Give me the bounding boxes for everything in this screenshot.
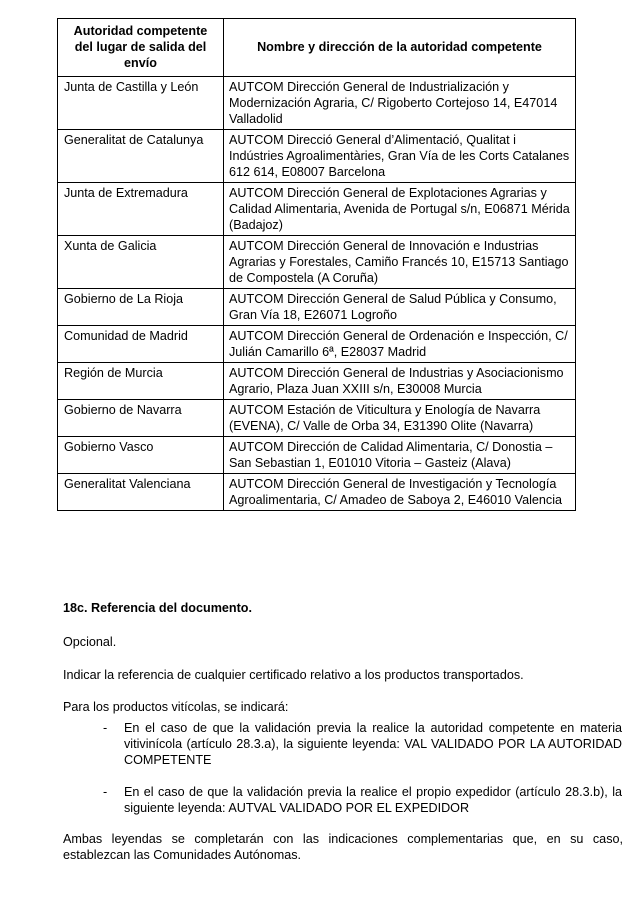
bullet-marker: - (103, 785, 108, 799)
bullet-marker: - (103, 721, 108, 735)
authority-cell: AUTCOM Dirección General de Ordenación e Inspección, C/ Julián Camarillo 6ª, E28037 Madrid (224, 326, 576, 363)
authority-cell: AUTCOM Dirección General de Industrialización y Modernización Agraria, C/ Rigoberto Cortejoso 14, E47014 Valladolid (224, 77, 576, 130)
table-row (58, 363, 576, 400)
closing-paragraph: Ambas leyendas se completarán con las indicaciones complementarias que, en su caso, establezcan las Comunidades Autónomas. (63, 832, 623, 862)
region-cell: Comunidad de Madrid (58, 326, 224, 363)
table-row (58, 289, 576, 326)
table-row (58, 130, 576, 183)
region-cell: Generalitat Valenciana (58, 474, 224, 511)
authority-cell: AUTCOM Dirección General de Investigación y Tecnología Agroalimentaria, C/ Amadeo de Saboya 2, E46010 Valencia (224, 474, 576, 511)
region-cell: Gobierno de Navarra (58, 400, 224, 437)
instruction-paragraph: Indicar la referencia de cualquier certificado relativo a los productos transportados. (63, 668, 524, 682)
table-row (58, 437, 576, 474)
table-row (58, 236, 576, 289)
authority-cell: AUTCOM Dirección General de Industrias y Asociacionismo Agrario, Plaza Juan XXIII s/n, E30008 Murcia (224, 363, 576, 400)
authority-cell: AUTCOM Estación de Viticultura y Enología de Navarra (EVENA), C/ Valle de Orba 34, E31390 Olite (Navarra) (224, 400, 576, 437)
table-row (58, 474, 576, 511)
table-header-row (58, 19, 576, 77)
region-cell: Junta de Extremadura (58, 183, 224, 236)
bullet-item: En el caso de que la validación previa la realice la autoridad competente en materia vitivinícola (artículo 28.3.a), la siguiente leyenda: VAL VALIDADO POR LA AUTORIDAD COMPETENTE (124, 721, 622, 767)
region-cell: Región de Murcia (58, 363, 224, 400)
region-cell: Gobierno Vasco (58, 437, 224, 474)
region-cell: Generalitat de Catalunya (58, 130, 224, 183)
region-cell: Gobierno de La Rioja (58, 289, 224, 326)
region-cell: Junta de Castilla y León (58, 77, 224, 130)
authority-cell: AUTCOM Direcció General d’Alimentació, Qualitat i Indústries Agroalimentàries, Gran Vía de les Corts Catalanes 612 614, E08007 Barcelona (224, 130, 576, 183)
table-row (58, 77, 576, 130)
table-row (58, 400, 576, 437)
header-authority-name-address: Nombre y dirección de la autoridad competente (224, 19, 576, 77)
authority-cell: AUTCOM Dirección General de Innovación e Industrias Agrarias y Forestales, Camiño Francés 10, E15713 Santiago de Compostela (A Coruña) (224, 236, 576, 289)
authority-cell: AUTCOM Dirección de Calidad Alimentaria, C/ Donostia – San Sebastian 1, E01010 Vitoria – Gasteiz (Alava) (224, 437, 576, 474)
region-cell: Xunta de Galicia (58, 236, 224, 289)
table-row (58, 183, 576, 236)
header-departure-authority: Autoridad competente del lugar de salida del envío (58, 19, 224, 77)
table-row (58, 326, 576, 363)
intro-paragraph: Para los productos vitícolas, se indicará: (63, 700, 289, 714)
authority-cell: AUTCOM Dirección General de Salud Pública y Consumo, Gran Vía 18, E26071 Logroño (224, 289, 576, 326)
section-heading: 18c. Referencia del documento. (63, 601, 252, 615)
bullet-item: En el caso de que la validación previa la realice el propio expedidor (artículo 28.3.b), la siguiente leyenda: AUTVAL VALIDADO POR EL EXPEDIDOR (124, 785, 622, 815)
authority-cell: AUTCOM Dirección General de Explotaciones Agrarias y Calidad Alimentaria, Avenida de Portugal s/n, E06871 Mérida (Badajoz) (224, 183, 576, 236)
optional-note: Opcional. (63, 635, 117, 649)
authority-table (57, 18, 576, 511)
